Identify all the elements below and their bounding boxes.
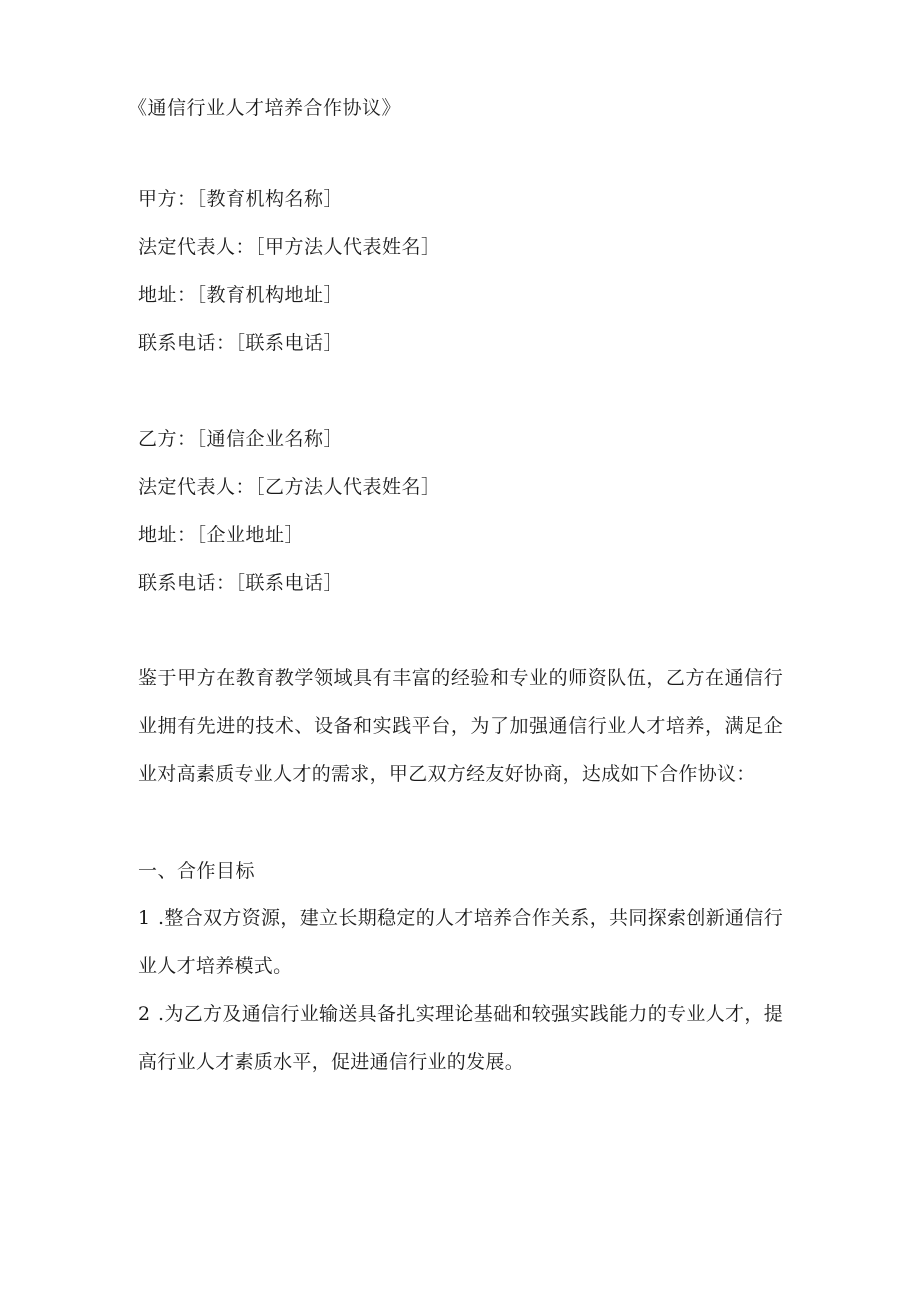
party-a-phone: 联系电话：［联系电话］ <box>138 332 344 354</box>
party-b-representative: 法定代表人：［乙方法人代表姓名］ <box>138 476 441 498</box>
party-a-name: 甲方：［教育机构名称］ <box>138 188 344 210</box>
party-b-phone: 联系电话：［联系电话］ <box>138 572 344 594</box>
item-text: .为乙方及通信行业输送具备扎实理论基础和较强实践能力的专业人才，提高行业人才素质水平，促进通信行业的发展。 <box>138 1003 783 1073</box>
party-a-representative: 法定代表人：［甲方法人代表姓名］ <box>138 236 441 258</box>
party-b-address: 地址：［企业地址］ <box>138 524 305 546</box>
party-a-address: 地址：［教育机构地址］ <box>138 284 344 306</box>
item-number: 1 <box>138 907 151 929</box>
section-1-item-2 <box>138 990 783 1086</box>
party-b-name: 乙方：［通信企业名称］ <box>138 428 344 450</box>
section-1-heading: 一、合作目标 <box>138 860 256 882</box>
item-text: .整合双方资源，建立长期稳定的人才培养合作关系，共同探索创新通信行业人才培养模式。 <box>138 907 783 977</box>
document-title: 《通信行业人才培养合作协议》 <box>128 97 402 119</box>
preamble-paragraph: 鉴于甲方在教育教学领域具有丰富的经验和专业的师资队伍，乙方在通信行业拥有先进的技术、设备和实践平台，为了加强通信行业人才培养，满足企业对高素质专业人才的需求，甲乙双方经友好协商，达成如下合作协议： <box>138 667 783 785</box>
item-number: 2 <box>138 1003 151 1025</box>
section-1-item-1 <box>138 894 783 990</box>
